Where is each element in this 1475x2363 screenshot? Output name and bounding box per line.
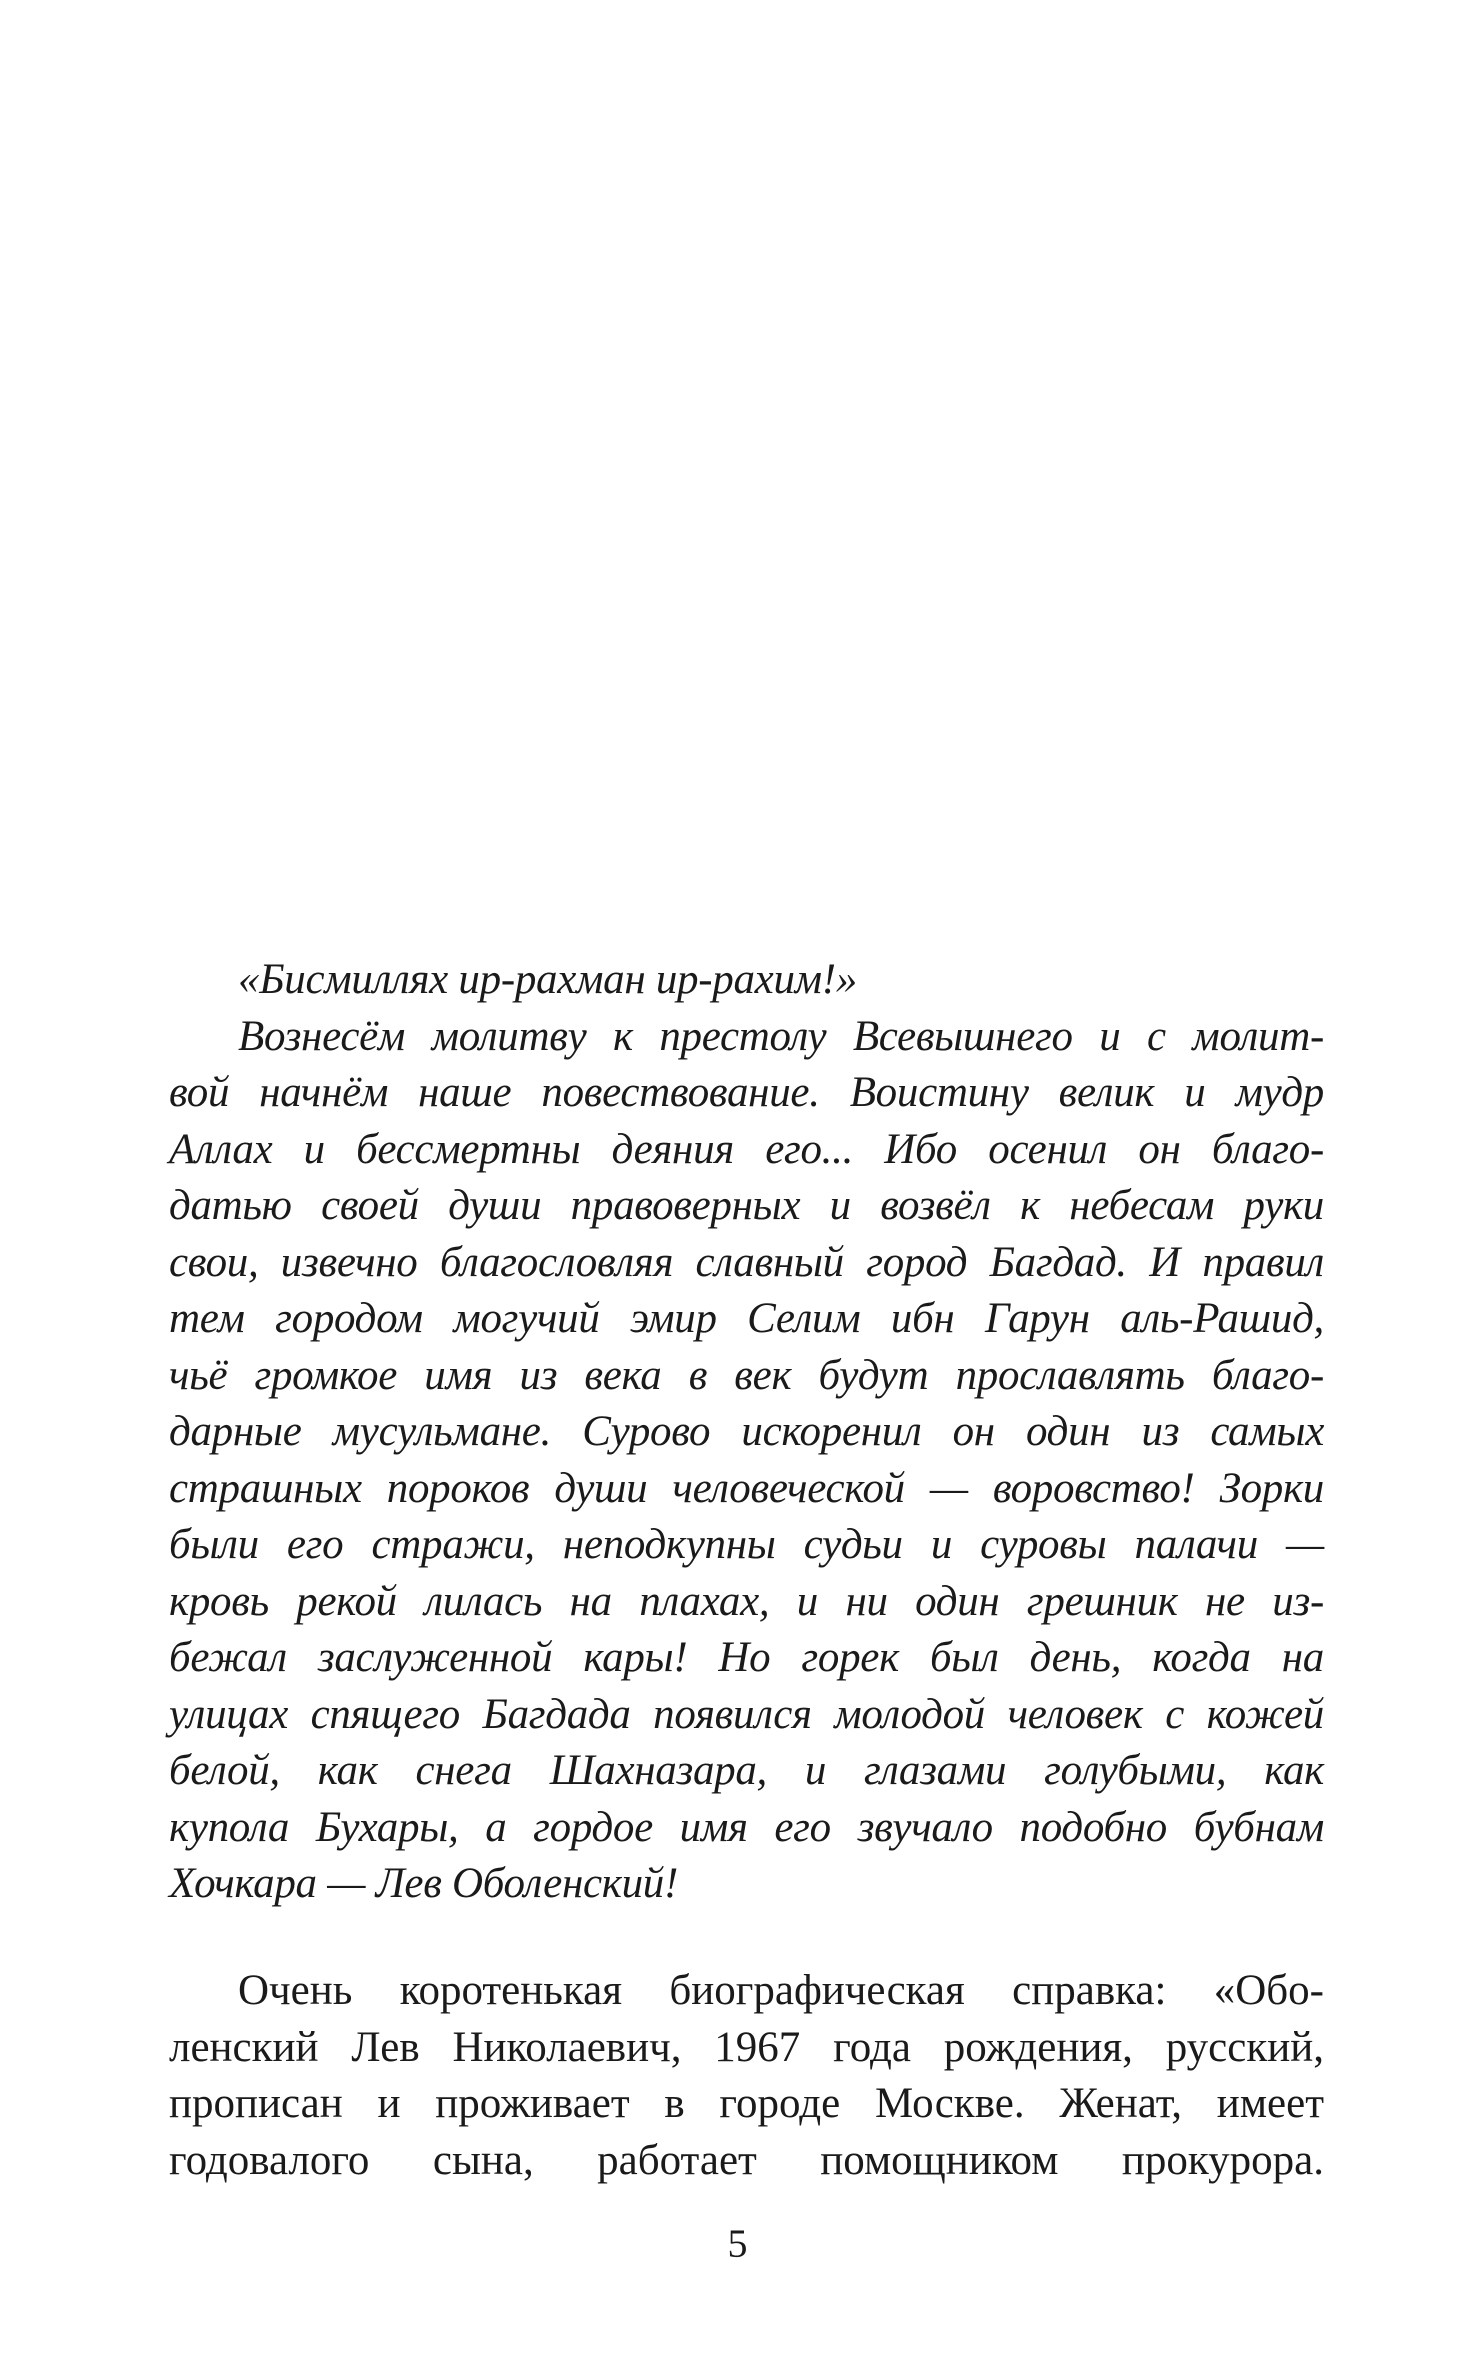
page-number: 5 xyxy=(727,2221,748,2266)
epigraph-italic-passage xyxy=(169,952,1324,1913)
text-line: купола Бухары, а гордое имя его звучало подобно бубнам xyxy=(169,1803,1324,1851)
text-line: страшных пороков души человеческой — воровство! Зорки xyxy=(169,1464,1324,1512)
body-paragraph xyxy=(169,1963,1324,2189)
text-line: были его стражи, неподкупны судьи и суровы палачи — xyxy=(169,1521,1324,1568)
text-line: улицах спящего Багдада появился молодой человек с кожей xyxy=(169,1690,1324,1738)
text-line: белой, как снега Шахназара, и глазами голубыми, как xyxy=(169,1747,1324,1794)
text-line: вой начнём наше повествование. Воистину велик и мудр xyxy=(169,1069,1324,1116)
text-line: чьё громкое имя из века в век будут прославлять благо- xyxy=(169,1351,1324,1399)
text-line: дарные мусульмане. Сурово искоренил он один из самых xyxy=(169,1408,1324,1455)
text-line: Очень коротенькая биографическая справка: «Обо- xyxy=(238,1967,1324,2014)
text-line: Вознесём молитву к престолу Всевышнего и с молит- xyxy=(238,1012,1324,1060)
text-line: кровь рекой лилась на плахах, и ни один грешник не из- xyxy=(169,1577,1324,1625)
text-line: ленский Лев Николаевич, 1967 года рождения, русский, xyxy=(169,2023,1324,2071)
text-line: свои, извечно благословляя славный город Багдад. И правил xyxy=(169,1238,1324,1286)
text-line: Хочкара — Лев Оболенский! xyxy=(169,1860,679,1907)
text-line: Аллах и бессмертны деяния его... Ибо осенил он благо- xyxy=(169,1125,1324,1173)
text-line: «Бисмиллях ир-рахман ир-рахим!» xyxy=(238,956,858,1003)
text-line: годовалого сына, работает помощником прокурора. xyxy=(169,2136,1324,2184)
text-line: тем городом могучий эмир Селим ибн Гарун аль-Рашид, xyxy=(169,1295,1324,1342)
text-line: прописан и проживает в городе Москве. Женат, имеет xyxy=(169,2080,1324,2127)
text-line: бежал заслуженной кары! Но горек был день, когда на xyxy=(169,1634,1324,1681)
text-line: датью своей души правоверных и возвёл к небесам руки xyxy=(169,1182,1324,1229)
